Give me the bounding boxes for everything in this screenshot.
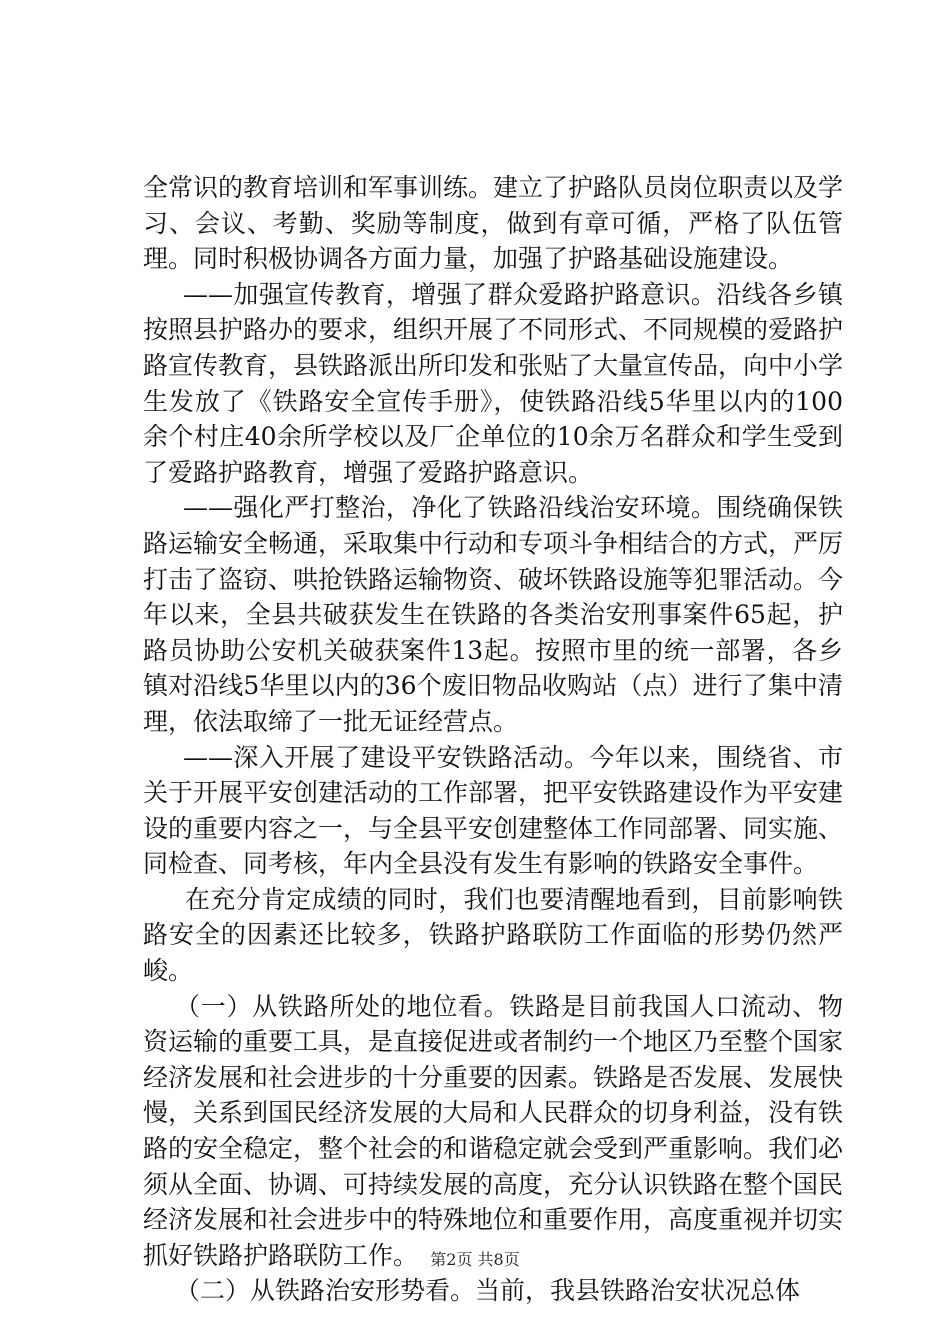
paragraph-situation-summary: 在充分肯定成绩的同时，我们也要清醒地看到，目前影响铁路安全的因素还比较多，铁路护路联防工作面临的形势仍然严峻。 xyxy=(143,884,843,986)
document-body xyxy=(143,170,843,1309)
page-footer: 第2页 共8页 xyxy=(430,1250,520,1269)
paragraph-section-two: （二）从铁路治安形势看。当前，我县铁路治安状况总体 xyxy=(175,1276,801,1306)
paragraph-publicity-education: ——加强宣传教育，增强了群众爱路护路意识。沿线各乡镇按照县护路办的要求，组织开展了不同形式、不同规模的爱路护路宣传教育，县铁路派出所印发和张贴了大量宣传品，向中小学生发放了《铁路安全宣传手册》，使铁路沿线5华里以内的100余个村庄40余所学校以及厂企单位的10余万名群众和学生受到了爱路护路教育，增强了爱路护路意识。 xyxy=(143,279,844,487)
paragraph-section-one: （一）从铁路所处的地位看。铁路是目前我国人口流动、物资运输的重要工具，是直接促进或者制约一个地区乃至整个国家经济发展和社会进步的十分重要的因素。铁路是否发展、发展快慢，关系到国民经济发展的大局和人民群众的切身利益，没有铁路的安全稳定，整个社会的和谐稳定就会受到严重影响。我们必须从全面、协调、可持续发展的高度，充分认识铁路在整个国民经济发展和社会进步中的特殊地位和重要作用，高度重视并切实抓好铁路护路联防工作。 xyxy=(143,991,844,1270)
paragraph-safe-railway: ——深入开展了建设平安铁路活动。今年以来，围绕省、市关于开展平安创建活动的工作部署，把平安铁路建设作为平安建设的重要内容之一，与全县平安创建整体工作同部署、同实施、同检查、同考核，年内全县没有发生有影响的铁路安全事件。 xyxy=(143,742,844,879)
paragraph-strike-hard: ——强化严打整治，净化了铁路沿线治安环境。围绕确保铁路运输安全畅通，采取集中行动和专项斗争相结合的方式，严厉打击了盗窃、哄抢铁路运输物资、破坏铁路设施等犯罪活动。今年以来，全县共破获发生在铁路的各类治安刑事案件65起，护路员协助公安机关破获案件13起。按照市里的统一部署，各乡镇对沿线5华里以内的36个废旧物品收购站（点）进行了集中清理，依法取缔了一批无证经营点。 xyxy=(143,493,844,736)
paragraph-training: 全常识的教育培训和军事训练。建立了护路队员岗位职责以及学习、会议、考勤、奖励等制度，做到有章可循，严格了队伍管理。同时积极协调各方面力量，加强了护路基础设施建设。 xyxy=(143,173,844,274)
